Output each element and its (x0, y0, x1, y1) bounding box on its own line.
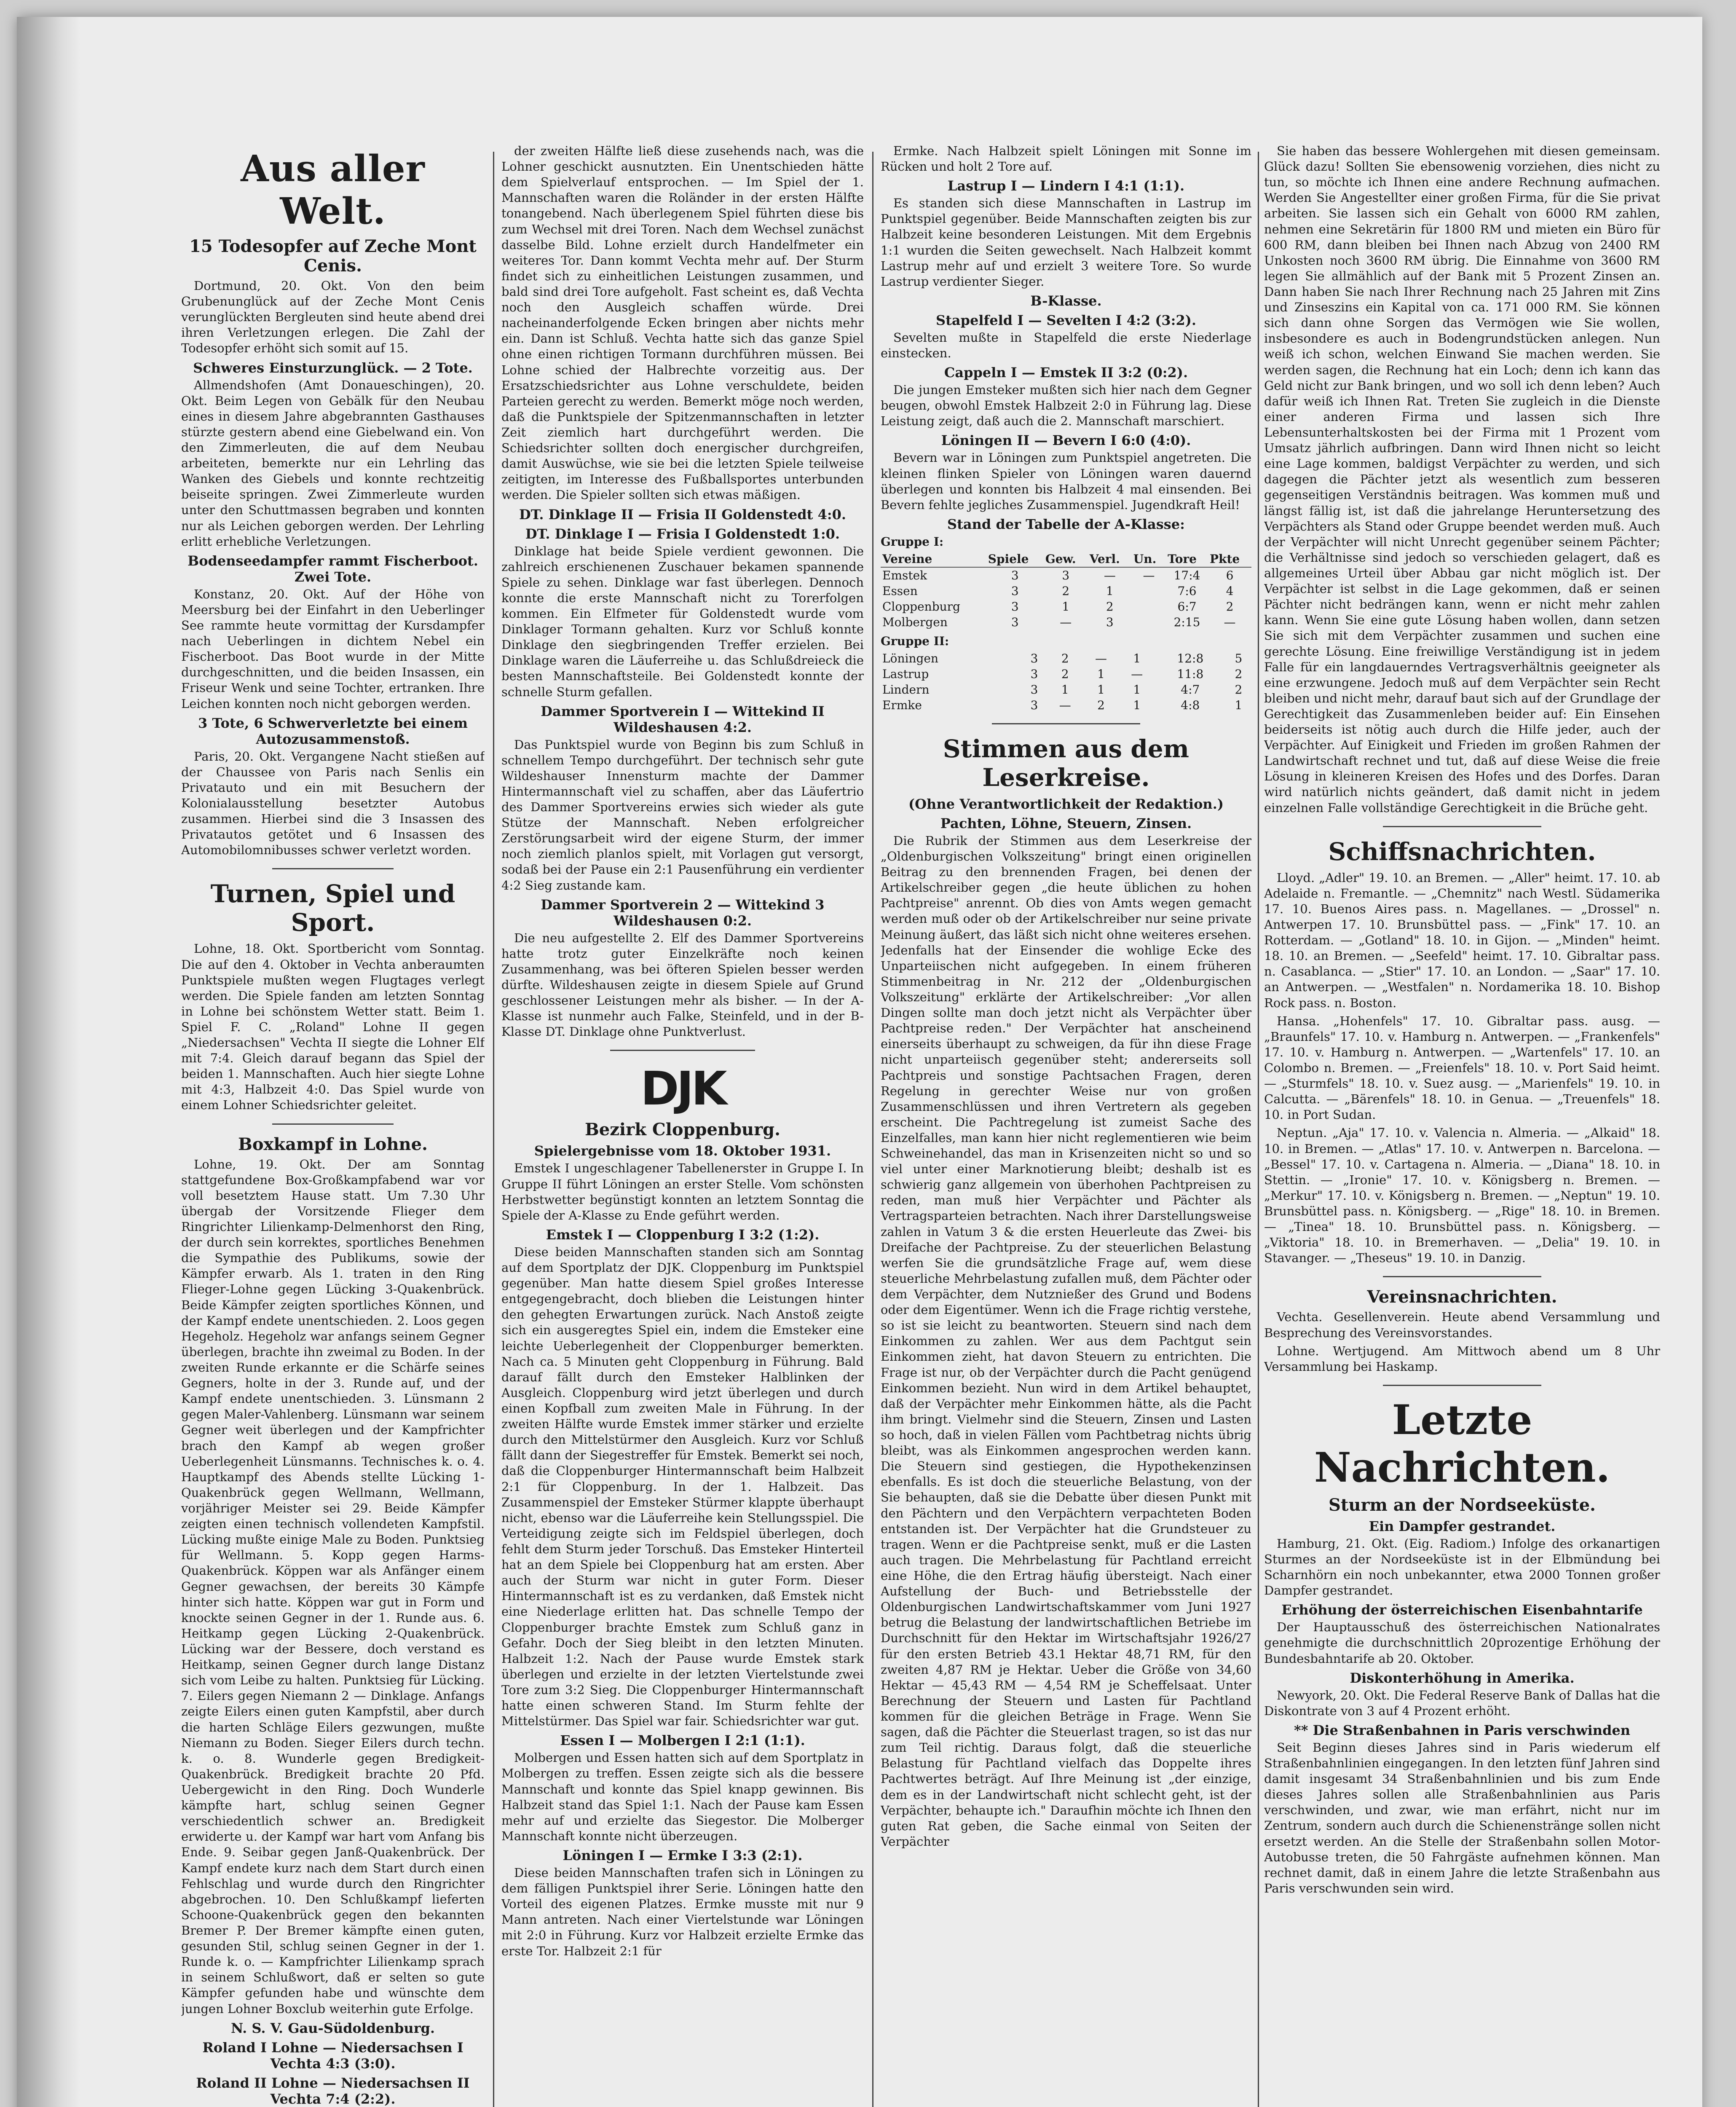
headline-diskont: Diskonterhöhung in Amerika. (1350, 1670, 1575, 1686)
result-emstek: Emstek I — Cloppenburg I 3:2 (1:2). (546, 1226, 820, 1243)
league-table-group-2 (881, 651, 1251, 713)
table-cell: Ermke (882, 698, 922, 712)
section-title-verein: Vereinsnachrichten. (1367, 1287, 1557, 1307)
table-row (881, 682, 1251, 697)
league-table (881, 551, 1251, 630)
table-cell: 1 (1133, 651, 1141, 665)
table-cell: 3 (1106, 615, 1114, 629)
table-cell: 3 (1011, 584, 1019, 598)
table-header-cell: Vereine (881, 551, 986, 567)
table-header-cell: Un. (1132, 551, 1166, 567)
table-cell: 1 (1062, 599, 1070, 614)
divider (610, 1050, 755, 1051)
article-stapelfeld: Sevelten mußte in Stapelfeld die erste Niederlage einstecken. (881, 330, 1251, 360)
article-lohne: Lohne. Wertjugend. Am Mittwoch abend um 8 Uhr Versammlung bei Haskamp. (1264, 1343, 1660, 1374)
table-cell: 2:15 (1173, 615, 1200, 629)
article-continued: Ermke. Nach Halbzeit spielt Löningen mit Sonne im Rücken und holt 2 Tore auf. (881, 144, 1251, 174)
table-cell: 3 (1030, 698, 1038, 712)
headline-pachten: Pachten, Löhne, Steuern, Zinsen. (940, 815, 1192, 831)
article-emstek: Diese beiden Mannschaften standen sich am Sonntag auf dem Sportplatz der DJK. Cloppenburg im Punktspiel gegenüber. Man hatte diesem Spiel großes Interesse entgegengebracht, doch blieben die Leistungen hinter den gehegten Erwartungen zurück. Nach Anstoß zeigte sich ein ausgeregtes Spiel ein, indem die Emsteker eine leichte Ueberlegenheit der Cloppenburger bemerkten. Nach ca. 5 Minuten geht Cloppenburg in Führung. Bald darauf fällt durch den Emsteker Halblinken der Ausgleich. Cloppenburg wird jetzt überlegen und durch einen Kopfball zum zweiten Male in Führung. In der zweiten Hälfte wurde Emstek immer stärker und erzielte durch den Mittelstürmer den Ausgleich. Kurz vor Schluß fällt dann der Siegestreffer für Emstek. Bemerkt sei noch, daß die Cloppenburger Hintermannschaft beim Halbzeit 2:1 für Cloppenburg. In der 1. Halbzeit. Das Zusammenspiel der Emsteker Stürmer klappte überhaupt nicht, ebenso war die Läuferreihe kein Stellungsspiel. Die Verteidigung zeigte sich im Feldspiel überlegen, doch fehlt dem Sturm jeder Torschuß. Das Emsteker Hinterteil hat an dem Spiele bei Cloppenburg hat am ersten. Aber auch der Sturm war nicht in guter Form. Dieser Hintermannschaft ist es zu verdanken, daß Emstek nicht eine Niederlage erlitten hat. Das schnelle Tempo der Cloppenburger brachte Emstek zum Schluß ganz in Gefahr. Doch der Sieg bleibt in den letzten Minuten. Halbzeit 1:2. Nach der Pause wurde Emstek stark überlegen und erzielte in der letzten Viertelstunde zwei Tore zum 3:2 Sieg. Die Cloppenburger Hintermannschaft hatte einen schweren Stand. Im Sturm fehlte der Mittelstürmer. Das Spiel war fair. Schiedsrichter war gut. (501, 1244, 864, 1729)
table-cell: 1 (1097, 682, 1105, 697)
article-damme-1: Das Punktspiel wurde von Beginn bis zum Schluß in schnellem Tempo durchgeführt. Der technisch sehr gute Wildeshauser Innensturm machte der Dammer Hintermannschaft viel zu schaffen, aber das Läufertrio des Dammer Sportvereins erwies sich wieder als gute Stütze der Mannschaft. Neben erfolgreicher Zerstörungsarbeit wird der eigene Sturm, der immer noch ziemlich planlos spielt, mit Vorlagen gut versorgt, sodaß bei der Pause ein 2:1 Pausenführung ein verdienter 4:2 Sieg zustande kam. (501, 737, 864, 893)
article-hansa: Hansa. „Hohenfels" 17. 10. Gibraltar pass. ausg. — „Braunfels" 17. 10. v. Hamburg n. Antwerpen. — „Frankenfels" 17. 10. v. Hamburg n. Antwerpen. — „Wartenfels" 17. 10. an Colombo n. Bremen. — „Freienfels" 18. 10. v. Port Said heimt. — „Sturmfels" 18. 10. v. Suez ausg. — „Marienfels" 19. 10. in Calcutta. — „Bärenfels" 18. 10. in Genua. — „Treuenfels" 18. 10. in Port Sudan. (1264, 1013, 1660, 1122)
table-row (881, 666, 1251, 682)
article-cappeln: Die jungen Emsteker mußten sich hier nach dem Gegner beugen, obwohl Emstek Halbzeit 2:0 in Führung lag. Diese Leistung zeigt, daß auch die 2. Mannschaft marschiert. (881, 383, 1251, 429)
headline-b-klasse: B-Klasse. (1030, 292, 1102, 309)
headline-tabelle: Stand der Tabelle der A-Klasse: (947, 516, 1185, 532)
table-header-cell: Gew. (1044, 551, 1088, 567)
section-title-leser: Stimmen aus dem Leserkreise. (943, 734, 1189, 792)
result-dinklage-2: DT. Dinklage II — Frisia II Goldenstedt 4:0. (519, 506, 847, 523)
table-cell: Löningen (882, 651, 938, 665)
result-loeningen-2: Löningen II — Bevern I 6:0 (4:0). (941, 432, 1191, 449)
article-diskont: Newyork, 20. Okt. Die Federal Reserve Bank of Dallas hat die Diskontrate von 3 auf 4 Prozent erhöht. (1264, 1688, 1660, 1718)
result-damme-1: Dammer Sportverein I — Wittekind II Wildeshausen 4:2. (541, 703, 825, 735)
table-cell: 2 (1097, 698, 1105, 712)
article-lohne-sport: Lohne, 18. Okt. Sportbericht vom Sonntag. Die auf den 4. Oktober in Vechta anberaumten Punktspiele mußten wegen Flugtages verlegt werden. Die Spiele fanden am letzten Sonntag in Lohne bei schönstem Wetter statt. Beim 1. Spiel F. C. „Roland" Lohne II gegen „Niedersachsen" Vechta II siegte die Lohner Elf mit 7:4. Gleich darauf begann das Spiel der beiden 1. Mannschaften. Auch hier siegte Lohne mit 4:3, Halbzeit 4:0. Das Spiel wurde von einem Lohner Schiedsrichter geleitet. (181, 941, 485, 1112)
table-header-row (881, 551, 1251, 567)
table-cell: 2 (1235, 682, 1243, 697)
article-hamburg: Hamburg, 21. Okt. (Eig. Radiom.) Infolge des orkanartigen Sturmes an der Nordseeküste ist in der Elbmündung bei Scharnhörn ein noch unbekannter, etwa 2000 Tonnen großer Dampfer gestrandet. (1264, 1536, 1660, 1598)
article-lloyd: Lloyd. „Adler" 19. 10. an Bremen. — „Aller" heimt. 17. 10. ab Adelaide n. Fremantle. — „Chemnitz" nach Westl. Südamerika 17. 10. Buenos Aires pass. n. Magellanes. — „Drossel" n. Antwerpen 17. 10. Brunsbüttel pass. — „Fink" 17. 10. an Rotterdam. — „Gotland" 18. 10. in Gijon. — „Minden" heimt. 18. 10. an Bremen. — „Seefeld" heimt. 17. 10. Gibraltar pass. n. Casablanca. — „Stier" 17. 10. an London. — „Saar" 17. 10. an Antwerpen. — „Westfalen" n. Nordamerika 18. 10. Bishop Rock pass. n. Boston. (1264, 870, 1660, 1010)
table-cell: — (1104, 568, 1116, 582)
table-header-cell: Tore (1166, 551, 1208, 567)
table-row (881, 697, 1251, 713)
article-loeningen-2: Bevern war in Löningen zum Punktspiel angetreten. Die kleinen flinken Spieler von Löningen waren dauernd überlegen und konnten bis Halbzeit 4 mal einsenden. Bei Bevern fehlte jegliches Zusammenspiel. Jugendkraft Heil! (881, 450, 1251, 512)
table-cell: — (1131, 667, 1143, 681)
table-cell: Emstek (882, 568, 927, 582)
divider (272, 1123, 394, 1125)
article-paris: Paris, 20. Okt. Vergangene Nacht stießen auf der Chaussee von Paris nach Senlis ein Privatauto und ein mit Besuchern der Kolonialausstellung besetzter Autobus zusammen. Hierbei sind die 3 Insassen des Privatautos getötet und 6 Insassen des Automobilomnibusses schwer verletzt worden. (181, 749, 485, 858)
headline-dampfer: Ein Dampfer gestrandet. (1369, 1518, 1556, 1534)
headline-sturm-nordsee: Sturm an der Nordseeküste. (1329, 1495, 1596, 1515)
table-group-1 (881, 567, 1251, 630)
table-row (881, 614, 1251, 630)
table-cell: 1 (1106, 584, 1114, 598)
table-header-cell: Spiele (986, 551, 1044, 567)
table-cell: 1 (1061, 682, 1069, 697)
divider (1383, 1385, 1541, 1386)
headline-mont-cenis: 15 Todesopfer auf Zeche Mont Cenis. (189, 236, 477, 276)
table-cell: 4:7 (1181, 682, 1200, 697)
column-rule (493, 152, 494, 2107)
leser-disclaimer: (Ohne Verantwortlichkeit der Redaktion.) (908, 796, 1224, 812)
headline-einsturz: Schweres Einsturzunglück. — 2 Tote. (193, 359, 473, 376)
table-cell: 12:8 (1177, 651, 1204, 665)
table-cell: — (1095, 651, 1107, 665)
result-essen: Essen I — Molbergen I 2:1 (1:1). (560, 1732, 805, 1749)
result-cappeln: Cappeln I — Emstek II 3:2 (0:2). (944, 365, 1188, 381)
section-title-letzte: Letzte Nachrichten. (1314, 1396, 1610, 1491)
article-dinklage: Dinklage hat beide Spiele verdient gewonnen. Die zahlreich erschienenen Zuschauer bekamen spannende Spiele zu sehen. Dinklage war fast überlegen. Dennoch konnte die erste Mannschaft nicht zu Torerfolgen kommen. Ein Elfmeter für Goldenstedt wurde vom Dinklager Tormann gehalten. Kurz vor Schluß konnte Dinklage den siegbringenden Treffer erzielen. Bei Dinklage waren die Läuferreihe u. das Schlußdreieck die besten Mannschaftsteile. Bei Goldenstedt konnte der schnelle Sturm gefallen. (501, 544, 864, 699)
column-3 (881, 143, 1251, 2107)
table-cell: 2 (1061, 651, 1069, 665)
newspaper-page (17, 17, 1702, 2107)
article-allmendshofen: Allmendshofen (Amt Donaueschingen), 20. Okt. Beim Legen von Gebälk für den Neubau eines in diesem Jahre abgebrannten Gasthauses stürzte gestern abend eine Giebelwand ein. Von den Zimmerleuten, die auf dem Neubau arbeiteten, bemerkte nur ein Lehrling das Wanken des Giebels und konnte rechtzeitig beiseite springen. Zwei Zimmerleute wurden unter den Schuttmassen begraben und konnten nur als Leichen geborgen werden. Der Lehrling erlitt erhebliche Verletzungen. (181, 378, 485, 549)
section-title-sport: Turnen, Spiel und Sport. (210, 879, 455, 937)
result-loeningen: Löningen I — Ermke I 3:3 (2:1). (563, 1847, 803, 1863)
result-dinklage-1: DT. Dinklage I — Frisia I Goldenstedt 1:0. (525, 525, 840, 542)
column-rule (1258, 152, 1259, 2107)
table-cell: 3 (1030, 667, 1038, 681)
article-boxkampf: Lohne, 19. Okt. Der am Sonntag stattgefundene Box-Großkampfabend war vor voll besetztem Hause statt. Um 7.30 Uhr übergab der Vorsitzende Flieger dem Ringrichter Lilienkamp-Delmenhorst den Ring, der durch sein korrektes, sportliches Benehmen die Sympathie des Publikums, sowie der Kämpfer erwarb. Als 1. traten in den Ring Flieger-Lohne gegen Lücking 3-Quakenbrück. Beide Kämpfer zeigten sportliches Können, und der Kampf endete unentschieden. 2. Loos gegen Hegeholz. Hegeholz war anfangs seinem Gegner überlegen, brachte ihn zweimal zu Boden. In der zweiten Runde erkannte er die Schärfe seines Gegners, holte in der 3. Runde auf, und der Kampf endete unentschieden. 3. Lünsmann 2 gegen Maler-Vahlenberg. Lünsmann war seinem Gegner weit überlegen und der Kampfrichter brach den Kampf ab wegen großer Ueberlegenheit Lünsmanns. Technisches k. o. 4. Hauptkampf des Abends stellte Lücking 1-Quakenbrück gegen Wellmann, Wellmann, vorjähriger Meister sei 29. Beide Kämpfer zeigten einen technisch vollendeten Kampfstil. Lücking mußte einige Male zu Boden. Punktsieg für Wellmann. 5. Kopp gegen Harms-Quakenbrück. Köppen war als Anfänger einem Gegner gewachsen, der bereits 30 Kämpfe hinter sich hatte. Köppen war gut in Form und knockte seinen Gegner in der 1. Runde aus. 6. Heitkamp gegen Lücking 2-Quakenbrück. Lücking war der Bessere, doch verstand es Heitkamp, seinen Gegner durch lange Distanz sich vom Leibe zu halten. Punktsieg für Lücking. 7. Eilers gegen Niemann 2 — Dinklage. Anfangs zeigte Eilers einen guten Kampfstil, aber durch die harten Schläge Eilers gezwungen, mußte Niemann zu Boden. Sieger Eilers durch techn. k. o. 8. Wunderle gegen Bredigkeit-Quakenbrück. Bredigkeit brachte 20 Pfd. Uebergewicht in den Ring. Doch Wunderle kämpfte hart, schlug seinen Gegner verschiedentlich schwer an. Bredigkeit erwiderte u. der Kampf war hart vom Anfang bis Ende. 9. Seibar gegen Janß-Quakenbrück. Der Kampf endete kurz nach dem Start durch einen Fehlschlag und wurde durch den Ringrichter abgebrochen. 10. Den Schlußkampf lieferten Schoone-Quakenbrück gegen den bekannten Bremer P. Der Bremer kämpfte einen guten, gesunden Stil, schlug seinen Gegner in der 1. Runde k. o. — Kampfrichter Lilienkamp sprach in seinem Schlußwort, daß er selten so gute Kämpfer gefunden habe und wünschte dem jungen Lohner Boxclub weiterhin gute Erfolge. (181, 1157, 485, 2016)
article-damme-2: Die neu aufgestellte 2. Elf des Dammer Sportvereins hatte trotz guter Einzelkräfte noch keinen Zusammenhang, was bei öfteren Spielen besser werden dürfte. Wildeshausen zeigte in diesem Spiele auf Grund geschlossener Leistungen mehr als bisher. — In der A-Klasse ist nunmehr auch Falke, Steinfeld, und in der B-Klasse DT. Dinklage ohne Punktverlust. (501, 930, 864, 1039)
table-cell (1132, 599, 1166, 614)
table-cell (1132, 614, 1166, 630)
table-cell: 3 (1011, 599, 1019, 614)
column-1 (181, 143, 485, 2107)
article-eisenbahn: Der Hauptausschuß des österreichischen Nationalrates genehmigte die durchschnittlich 20prozentige Erhöhung der Bundesbahntarife ab 20. Oktober. (1264, 1620, 1660, 1666)
table-cell: 17:4 (1173, 568, 1200, 582)
headline-spielergebnisse: Spielergebnisse vom 18. Oktober 1931. (534, 1143, 831, 1159)
headline-bezirk-cloppenburg: Bezirk Cloppenburg. (584, 1120, 781, 1140)
table-cell: — (1060, 615, 1072, 629)
article-continued: der zweiten Hälfte ließ diese zusehends nach, was die Lohner geschickt ausnutzten. Ein Unentschieden hätte dem Spielverlauf entsprochen. — Im Spiel der 1. Mannschaften waren die Roländer in der ersten Hälfte tonangebend. Nach überlegenem Spiel führten diese bis zum Wechsel mit drei Toren. Nach dem Wechsel zunächst dasselbe Bild. Lohne erzielt durch Handelfmeter ein weiteres Tor. Dann kommt Vechta mehr auf. Der Sturm findet sich zu einheitlichen Leistungen zusammen, und bald sind drei Tore aufgeholt. Fast scheint es, daß Vechta noch den Ausgleich schaffen würde. Drei nacheinanderfolgende Ecken bringen aber nichts mehr ein. Dann ist Schluß. Vechta hatte sich das ganze Spiel ohne einen richtigen Tormann durchführen müssen. Bei Lohne schied der Halbrechte vorzeitig aus. Der Ersatzschiedsrichter aus Lohne verschuldete, beiden Parteien gerecht zu werden. Bemerkt möge noch werden, daß die Punktspiele der Spitzenmannschaften in letzter Zeit ziemlich hart durchgeführt werden. Die Schiedsrichter sollten doch energischer durchgreifen, damit Auswüchse, wie sie bei die letzten Spiele teilweise zeitigten, im Interesse des Fußballsportes unterbunden werden. Die Spieler sollten sich etwas mäßigen. (501, 144, 864, 502)
table-header-cell: Verl. (1088, 551, 1132, 567)
column-4 (1264, 143, 1660, 2107)
table-header-cell: Pkte (1208, 551, 1251, 567)
table-cell: 5 (1235, 651, 1243, 665)
table-row (881, 651, 1251, 666)
table-cell: 1 (1133, 682, 1141, 697)
table-cell: 6 (1226, 568, 1234, 582)
table-cell: 2 (1235, 667, 1243, 681)
divider (1383, 826, 1541, 827)
table-cell: 2 (1226, 599, 1234, 614)
headline-paris-auto: 3 Tote, 6 Schwerverletzte bei einem Autozusammenstoß. (198, 715, 468, 747)
table-cell: Lastrup (882, 667, 929, 681)
table-group-2 (881, 651, 1251, 713)
result-roland-1: Roland I Lohne — Niedersachsen I Vechta 4:3 (3:0). (202, 2039, 463, 2072)
article-dortmund: Dortmund, 20. Okt. Von den beim Grubenunglück auf der Zeche Mont Cenis verunglückten Bergleuten sind heute abend drei ihren Verletzungen erlegen. Die Zahl der Todesopfer erhöht sich somit auf 15. (181, 279, 485, 356)
section-title-schiff: Schiffsnachrichten. (1328, 837, 1596, 866)
table-cell: Cloppenburg (882, 599, 960, 614)
table-row (881, 583, 1251, 599)
divider (1383, 1276, 1541, 1277)
table-row (881, 599, 1251, 614)
headline-nsv: N. S. V. Gau-Südoldenburg. (230, 2020, 435, 2036)
table-cell: 3 (1011, 568, 1019, 582)
article-paris-bahn: Seit Beginn dieses Jahres sind in Paris wiederum elf Straßenbahnlinien eingegangen. In den letzten fünf Jahren sind damit insgesamt 34 Straßenbahnlinien und bis zum Ende dieses Jahres sollen alle Straßenbahnlinien aus Paris verschwinden, und zwar, wie man erfährt, nicht nur im Zentrum, sondern auch durch die Schienenstränge sollen nicht ersetzt werden. An die Stelle der Straßenbahn sollen Motor-Autobusse treten, die 50 Fahrgäste aufnehmen können. Man rechnet damit, daß in einem Jahre die letzte Straßenbahn aus Paris verschwunden sein wird. (1264, 1740, 1660, 1895)
table-row (881, 567, 1251, 583)
table-cell: — (1059, 698, 1071, 712)
table-cell: — (1143, 568, 1155, 582)
article-continued: Sie haben das bessere Wohlergehen mit diesen gemeinsam. Glück dazu! Sollten Sie ebensowenig vorziehen, dies nicht zu tun, so möchte ich Ihnen eine andere Rechnung aufmachen. Werden Sie Angestellter einer großen Firma, für die Sie privat arbeiten. Sie lassen sich ein Gehalt von 6000 RM zahlen, nehmen eine Sekretärin für 1800 RM und mieten ein Büro für 600 RM, dann bleiben bei Ihnen nach Abzug von 2400 RM Unkosten noch 3600 RM übrig. Die Einnahme von 3600 RM legen Sie allmählich auf der Bank mit 5 Prozent Zinsen an. Dann haben Sie nach Ihrer Rechnung nach 25 Jahren mit Zins und Zinseszins ein Kapital von ca. 171 000 RM. Sie können sich dann ohne Sorgen das Vermögen wie Sie wollen, insbesondere es auch in Bodengrundstücken anlegen. Nun weiß ich schon, welchen Einwand Sie machen werden. Sie werden sagen, die Rechnung hat ein Loch; denn ich kann das Geld nicht zur Bank bringen, und wo soll ich denn leben? Auch dafür weiß ich Ihnen Rat. Treten Sie zugleich in die Dienste einer anderen Firma und lassen sich Ihre Lebensunterhaltskosten bei der Firma mit 1 Prozent vom Umsatz jährlich aufbringen. Dann wird Ihnen nicht so leicht eine Lage kommen, baldigst Verpächter zu werden, und sich dagegen die Pächter jetzt als wesentlich zum besseren gegenseitigen Verständnis beitragen. Was kommen muß und längst fällig ist, ist daß die jahrelange Heruntersetzung des Verpächters als Stand oder Gruppe beendet werden muß. Auch der Verpächter will nicht Unrecht gegenüber seinem Pächter; die Verhältnisse sind jedoch so verschieden gelagert, daß es allgemeines Urteil über Abbau gar nicht möglich ist. Der Verpächter ist selbst in die Lage gekommen, daß er seinen Pächter nicht bedrängen kann, wenn er nicht mehr zahlen kann. Wenn Sie eine gute Lösung haben wollen, dann setzen Sie sich mit dem Verpächter zusammen und suchen eine gerechte Lösung. Eine freiwillige Verständigung ist in jedem Falle für ein langdauerndes Vertragsverhältnis geeigneter als eine erzwungene. Jedoch muß auf dem Verpächter sein Recht bleiben und nicht mehr, darauf baut sich auf der Grundlage der Gerechtigkeit das Zusammenleben beider auf: Ein Einsehen beiderseits ist nötig auch durch die Hilfe jeder, auch der Verpächter. Auf Einigkeit und Frieden im großen Rahmen der Landwirtschaft rechnet und tut, daß auf diese Weise die freie Lösung in kleineren Kreisen des Hofes und des Dorfes. Daran wird natürlich nichts geändert, daß damit nicht in jedem einzelnen Falle vollständige Gerechtigkeit in die Brüche geht. (1264, 144, 1660, 815)
result-roland-2: Roland II Lohne — Niedersachsen II Vechta 7:4 (2:2). (196, 2075, 470, 2107)
headline-bodensee: Bodenseedampfer rammt Fischerboot. Zwei Tote. (188, 552, 478, 585)
article-konstanz: Konstanz, 20. Okt. Auf der Höhe von Meersburg bei der Einfahrt in den Ueberlinger See rammte heute vormittag der Kursdampfer nach Ueberlingen in dichtem Nebel ein Fischerboot. Das Boot wurde in der Mitte durchgeschnitten, und die beiden Insassen, ein Friseur Wenk und seine Tochter, ertranken. Ihre Leichen konnten noch nicht geborgen werden. (181, 587, 485, 711)
table-cell: 6:7 (1177, 599, 1197, 614)
table-cell: 3 (1011, 615, 1019, 629)
table-cell: 2 (1062, 584, 1070, 598)
article-essen: Molbergen und Essen hatten sich auf dem Sportplatz in Molbergen zu treffen. Essen zeigte sich als die bessere Mannschaft und konnte das Spiel knapp gewinnen. Bis Halbzeit stand das Spiel 1:1. Nach der Pause kam Essen mehr auf und erzielte das Siegestor. Die Molberger Mannschaft konnte nicht überzeugen. (501, 1750, 864, 1843)
djk-logo: DJK (640, 1062, 725, 1116)
table-cell: — (1224, 615, 1236, 629)
article-loeningen: Diese beiden Mannschaften trafen sich in Löningen zu dem fälligen Punktspiel ihrer Serie. Löningen hatte den Vorteil des eigenen Platzes. Ermke musste mit nur 9 Mann antreten. Nach einer Viertelstunde war Löningen mit 2:0 in Führung. Kurz vor Halbzeit erzielte Ermke das erste Tor. Halbzeit 2:1 für (501, 1865, 864, 1958)
result-lastrup: Lastrup I — Lindern I 4:1 (1:1). (947, 178, 1185, 194)
article-lastrup: Es standen sich diese Mannschaften in Lastrup im Punktspiel gegenüber. Beide Mannschaften zeigten bis zur Halbzeit keine besonderen Leistungen. Mit dem Ergebnis 1:1 wurden die Seiten gewechselt. Nach Halbzeit kommt Lastrup mehr auf und erzielt 3 weitere Tore. So wurde Lastrup verdienter Sieger. (881, 196, 1251, 289)
table-cell (1132, 583, 1166, 599)
result-damme-2: Dammer Sportverein 2 — Wittekind 3 Wildeshausen 0:2. (541, 896, 825, 929)
divider (992, 723, 1140, 724)
table-cell: 1 (1097, 667, 1105, 681)
table-group-1-label: Gruppe I: (881, 534, 944, 549)
table-cell: Molbergen (882, 615, 948, 629)
table-cell: 4 (1226, 584, 1234, 598)
column-2 (501, 143, 864, 2107)
table-cell: 7:6 (1177, 584, 1197, 598)
headline-eisenbahn: Erhöhung der österreichischen Eisenbahntarife (1281, 1602, 1643, 1618)
article-neptun: Neptun. „Aja" 17. 10. v. Valencia n. Almeria. — „Alkaid" 18. 10. in Bremen. — „Atlas" 17. 10. v. Antwerpen n. Barcelona. — „Bessel" 17. 10. v. Cartagena n. Almeria. — „Diana" 18. 10. in Stettin. — „Ironie" 17. 10. v. Königsberg n. Bremen. — „Merkur" 17. 10. v. Königsberg n. Bremen. — „Neptun" 19. 10. Brunsbüttel pass. n. Königsberg. — „Rige" 18. 10. in Bremen. — „Tinea" 18. 10. Brunsbüttel pass. n. Königsberg. — „Viktoria" 18. 10. in Bremerhaven. — „Delia" 19. 10. in Stavanger. — „Theseus" 19. 10. in Danzig. (1264, 1126, 1660, 1265)
table-cell: 2 (1061, 667, 1069, 681)
section-title-world: Aus aller Welt. (241, 147, 425, 233)
table-cell: 4:8 (1181, 698, 1200, 712)
article-vechta: Vechta. Gesellenverein. Heute abend Versammlung und Besprechung des Vereinsvorstandes. (1264, 1310, 1660, 1340)
table-cell: 2 (1106, 599, 1114, 614)
page-binding-edge (17, 17, 80, 2107)
article-leser: Die Rubrik der Stimmen aus dem Leserkreise der „Oldenburgischen Volkszeitung" bringt einen originellen Beitrag zu den brennenden Fragen, bei denen der Artikelschreiber gegen „die heute üblichen zu hohen Pachtpreise" anrennt. Ob dies von Amts wegen gemacht werden muß oder ob der Artikelschreiber nur seine private Meinung äußert, das läßt sich nicht ohne weiteres ersehen. Jedenfalls hat der Einsender die wohlige Ecke des Unparteiischen nicht aufgegeben. In einem früheren Stimmenbeitrag in Nr. 212 der „Oldenburgischen Volkszeitung" erklärte der Artikelschreiber: „Vor allen Dingen sollte man doch jetzt nicht als Verpächter über Pachtpreise reden." Der Verpächter hat anscheinend einerseits überhaupt zu schweigen, da für ihn diese Frage nicht unparteiisch gegenüber steht; andererseits soll Pachtpreis und sonstige Pachtsachen Fragen, deren Regelung in gerechter Weise nur von großen Zusammenschlüssen und ihren Vertretern als gegeben erscheint. Die Pachtregelung ist zumeist Sache des Einzelfalles, man kann hier nicht reglementieren wie beim Schweinehandel, das man in Krisenzeiten nicht so und so viel unter einer Marknotierung bleibt; deshalb ist es schwierig ganz allgemein von überhohen Pachtpreisen zu reden, man muß hier Verpächter und Pächter als Vertragsparteien betrachten. Nach ihrer Darstellungsweise zahlen in Vatum 3 & die ersten Heuerleute das Zwei- bis Dreifache der Pachtpreise. Zu der steuerlichen Belastung werfen Sie die grundsätzliche Frage auf, wem diese steuerliche Mehrbelastung zufallen muß, dem Pächter oder dem Verpächter, dem Nutznießer des Grund und Bodens oder dem Eigentümer. Wenn ich die Frage richtig verstehe, so ist sie leicht zu beantworten. Steuern sind nach dem Einkommen zu zahlen. Wer aus dem Pachtgut sein Einkommen zieht, hat davon Steuern zu entrichten. Die Frage ist nur, ob der Verpächter durch die Pacht genügend Einkommen bezieht. Nun wird in dem Artikel behauptet, daß der Verpächter mehr Einkommen hätte, als die Pacht ihm bringt. Vielmehr sind die Steuern, Zinsen und Lasten so hoch, daß in vielen Fällen vom Pachtbetrag nichts übrig bleibt, was als Einkommen angesprochen werden kann. Die Steuern sind gestiegen, die Hypothekenzinsen ebenfalls. Es ist doch die steuerliche Belastung, von der Sie behaupten, daß sie die Debatte über diesen Punkt mit den Pächtern und den Verpächtern verpachteten Boden entstanden ist. Der Verpächter hat die Grundsteuer zu tragen. Wenn er die Pachtpreise senkt, muß er die Lasten auch tragen. Die Mehrbelastung für Pachtland erreicht eine Höhe, die den Ertrag häufig übersteigt. Nach einer Aufstellung der Buch- und Betriebsstelle der Oldenburgischen Landwirtschaftskammer vom Juni 1927 betrug die Belastung der landwirtschaftlichen Betriebe im Durchschnitt für den Hektar im Wirtschaftsjahr 1926/27 für den ersten Betrieb 43.1 Hektar 48,71 RM, für den zweiten 4,87 RM je Hektar. Ueber die Größe von 34,60 Hektar — 45,43 RM — 4,54 RM je Scheffelsaat. Unter Berechnung der Steuern und Lasten für Pachtland kommen für die gleichen Beträge in Frage. Wenn Sie sagen, daß die Pächter die Steuerlast tragen, so ist das nur zum Teil richtig. Daraus folgt, daß die steuerliche Belastung für Pachtland vielfach das Doppelte ihres Pachtwertes beträgt. Auf Ihre Meinung ist „der einzige, dem es in der Landwirtschaft nicht schlecht geht, ist der Verpächter, behaupte ich." Daraufhin möchte ich Ihnen den guten Rat geben, die Sache einmal von Seiten der Verpächter (881, 833, 1251, 1849)
headline-boxkampf: Boxkampf in Lohne. (238, 1134, 428, 1154)
table-group-2-label: Gruppe II: (881, 634, 949, 648)
table-cell: 3 (1062, 568, 1070, 582)
column-rule (872, 152, 873, 2107)
table-cell: 3 (1030, 651, 1038, 665)
table-cell: 1 (1133, 698, 1141, 712)
table-cell: Lindern (882, 682, 930, 697)
result-stapelfeld: Stapelfeld I — Sevelten I 4:2 (3:2). (935, 312, 1197, 328)
table-cell: Essen (882, 584, 918, 598)
table-cell: 3 (1030, 682, 1038, 697)
headline-paris-bahn: ** Die Straßenbahnen in Paris verschwinden (1294, 1722, 1631, 1738)
divider (272, 868, 394, 869)
article-emstek-intro: Emstek I ungeschlagener Tabellenerster in Gruppe I. In Gruppe II führt Löningen an erster Stelle. Vom schönsten Herbstwetter begünstigt konnten an letztem Sonntag die Spiele der A-Klasse zu Ende geführt werden. (501, 1161, 864, 1222)
table-cell: 11:8 (1177, 667, 1204, 681)
table-cell: 1 (1235, 698, 1243, 712)
